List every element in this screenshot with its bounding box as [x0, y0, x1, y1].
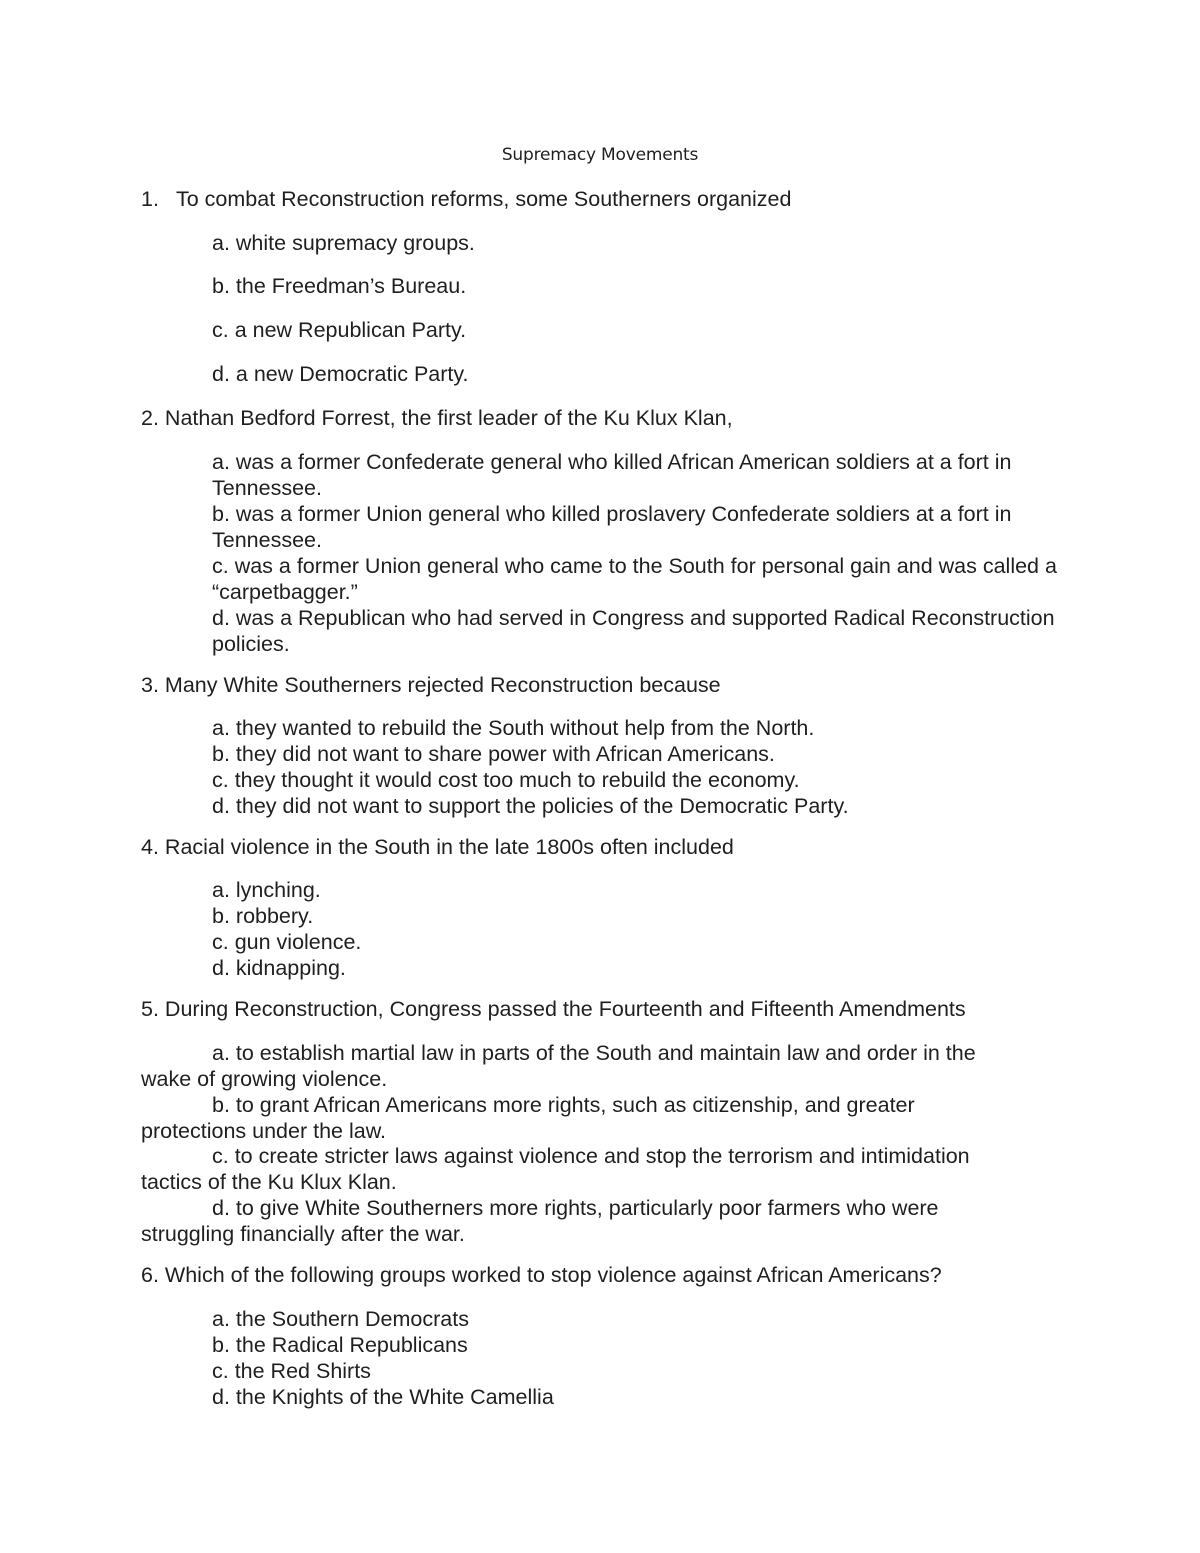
- question-text: Which of the following groups worked to stop violence against African Americans?: [164, 1263, 942, 1287]
- option-1b: b. the Freedman’s Bureau.: [212, 274, 467, 298]
- option-4d: d. kidnapping.: [212, 956, 346, 980]
- question-text: Many White Southerners rejected Reconstruction because: [164, 673, 721, 697]
- question-4: [141, 834, 734, 860]
- question-1: [141, 186, 791, 212]
- option-3b: b. they did not want to share power with African Americans.: [212, 742, 775, 766]
- question-text: Racial violence in the South in the late 1800s often included: [164, 835, 734, 859]
- question-2: [141, 405, 733, 431]
- option-4b: b. robbery.: [212, 904, 314, 928]
- option-1c: c. a new Republican Party.: [212, 318, 467, 342]
- question-number: 5.: [141, 997, 159, 1021]
- document-title: Supremacy Movements: [501, 145, 699, 165]
- option-1a: a. white supremacy groups.: [212, 231, 475, 255]
- question-text: To combat Reconstruction reforms, some Southerners organized: [176, 187, 792, 211]
- option-3c: c. they thought it would cost too much to rebuild the economy.: [212, 768, 800, 792]
- question-number: 2.: [141, 406, 159, 430]
- option-6a: a. the Southern Democrats: [212, 1307, 469, 1331]
- option-5c: c. to create stricter laws against violence and stop the terrorism and intimidation tactics of the Ku Klux Klan.: [141, 1144, 970, 1194]
- option-6d: d. the Knights of the White Camellia: [212, 1385, 554, 1409]
- question-number: 6.: [141, 1263, 159, 1287]
- option-6c: c. the Red Shirts: [212, 1359, 371, 1383]
- option-1d: d. a new Democratic Party.: [212, 362, 469, 386]
- question-6: [141, 1262, 942, 1288]
- question-3: [141, 672, 721, 698]
- option-2c: c. was a former Union general who came to the South for personal gain and was called a “carpetbagger.”: [212, 554, 1057, 604]
- option-6b: b. the Radical Republicans: [212, 1333, 468, 1357]
- option-2a: a. was a former Confederate general who killed African American soldiers at a fort in Tennessee.: [212, 450, 1012, 500]
- option-3d: d. they did not want to support the policies of the Democratic Party.: [212, 794, 849, 818]
- option-2d: d. was a Republican who had served in Congress and supported Radical Reconstruction policies.: [212, 606, 1055, 656]
- question-text: During Reconstruction, Congress passed the Fourteenth and Fifteenth Amendments: [164, 997, 966, 1021]
- option-5b: b. to grant African Americans more rights, such as citizenship, and greater protections under the law.: [141, 1093, 915, 1143]
- question-number: 4.: [141, 835, 159, 859]
- question-5: [141, 996, 966, 1022]
- option-4a: a. lynching.: [212, 878, 321, 902]
- question-number: 1.: [141, 187, 159, 211]
- question-text: Nathan Bedford Forrest, the first leader of the Ku Klux Klan,: [164, 406, 733, 430]
- question-number: 3.: [141, 673, 159, 697]
- option-5a: a. to establish martial law in parts of the South and maintain law and order in the wake of growing violence.: [141, 1041, 976, 1091]
- option-4c: c. gun violence.: [212, 930, 362, 954]
- option-3a: a. they wanted to rebuild the South without help from the North.: [212, 716, 815, 740]
- option-5d: d. to give White Southerners more rights, particularly poor farmers who were struggling financially after the war.: [141, 1196, 939, 1246]
- option-2b: b. was a former Union general who killed proslavery Confederate soldiers at a fort in Tennessee.: [212, 502, 1012, 552]
